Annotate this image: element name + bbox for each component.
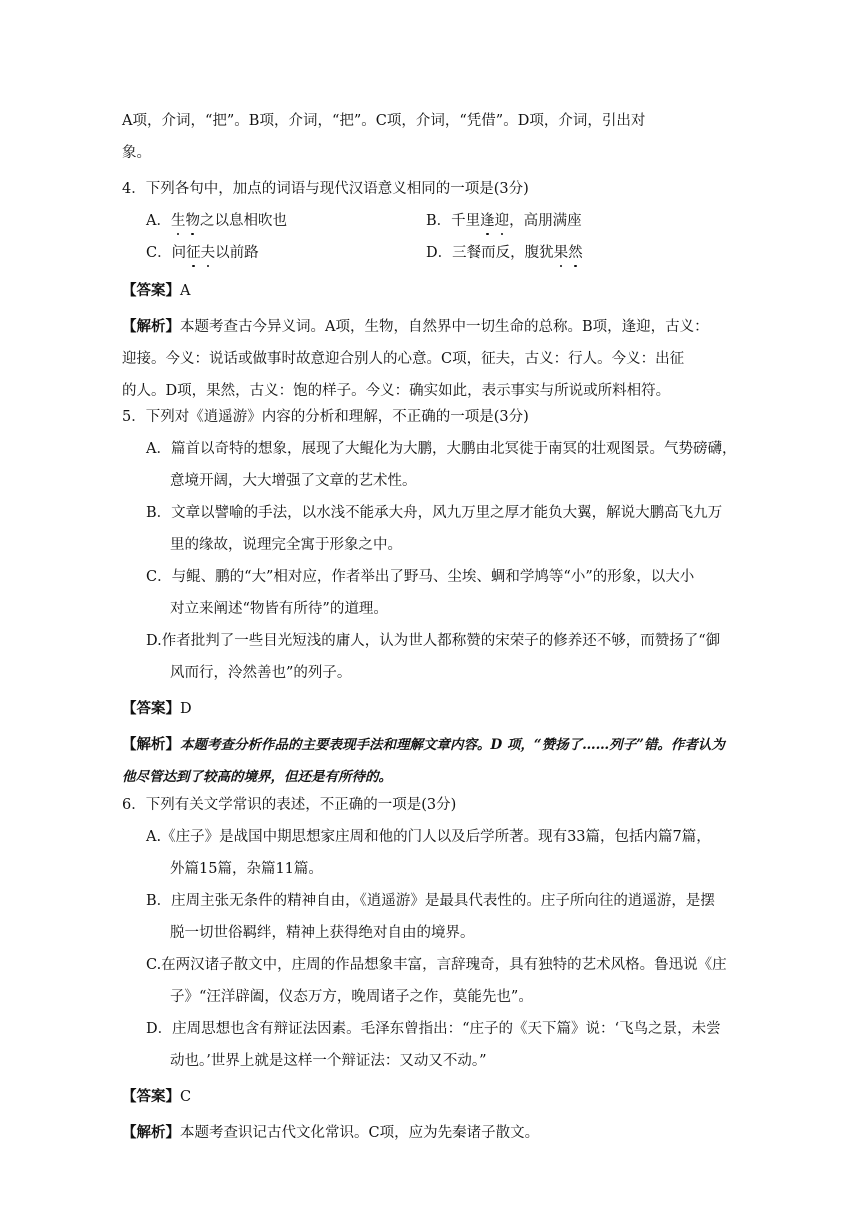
dotted-char: 夫 (200, 245, 216, 261)
question-4-stem: 4．下列各句中，加点的词语与现代汉语意义相同的一项是(3分) (122, 181, 529, 197)
dotted-char: 果 (553, 245, 569, 261)
option-text: 以前路 (215, 245, 259, 261)
text-line: 象。 (122, 145, 151, 161)
text-line: 子》“汪洋辟阖，仪态万方，晚周诸子之作，莫能先也”。 (170, 989, 533, 1005)
q4-option-a (146, 212, 287, 230)
text-line: 对立来阐述“物皆有所待”的道理。 (170, 601, 388, 617)
option-label: B．千里 (426, 213, 481, 229)
analysis-text: 本题考查识记古代文化常识。C项，应为先秦诸子散文。 (180, 1125, 540, 1141)
question-6-stem: 6．下列有关文学常识的表述，不正确的一项是(3分) (122, 797, 457, 813)
text-line: 动也。’世界上就是这样一个辩证法：又动又不动。” (170, 1053, 487, 1069)
q4-option-b (426, 212, 582, 230)
analysis-label: 【解析】 (122, 318, 180, 335)
option-label: D．三餐而反，腹犹 (426, 245, 554, 261)
option-text: ，高朋满座 (509, 213, 582, 229)
analysis-label: 【解析】 (122, 736, 180, 753)
analysis-text: 本题考查分析作品的主要表现手法和理解文章内容。D 项，“赞扬了……列子”错。作者认为 (180, 737, 725, 753)
analysis-label: 【解析】 (122, 1124, 180, 1141)
analysis-5 (122, 736, 725, 754)
analysis-text: 本题考查古今异义词。A项，生物，自然界中一切生命的总称。B项，逢迎，古义： (180, 319, 709, 335)
text-line: 脱一切世俗羁绊，精神上获得绝对自由的境界。 (170, 925, 475, 941)
q6-option-b: B．庄周主张无条件的精神自由，《逍遥游》是最具代表性的。庄子所向往的逍遥游，是摆 (146, 893, 715, 909)
answer-label: 【答案】 (122, 700, 180, 717)
dotted-char: 物 (185, 213, 200, 229)
dotted-char: 迎 (494, 213, 510, 229)
analysis-6 (122, 1124, 539, 1142)
text-line: 的人。D项，果然，古义：饱的样子。今义：确实如此，表示事实与所说或所料相符。 (122, 383, 671, 399)
answer-label: 【答案】 (122, 1088, 180, 1105)
question-5-stem: 5．下列对《逍遥游》内容的分析和理解，不正确的一项是(3分) (122, 409, 529, 425)
option-label: A． (146, 213, 171, 229)
analysis-4 (122, 318, 709, 336)
answer-5 (122, 700, 192, 718)
dotted-char: 生 (170, 213, 186, 229)
q5-option-c: C．与鲲、鹏的“大”相对应，作者举出了野马、尘埃、蜩和学鸠等“小”的形象，以大小 (146, 569, 695, 585)
dotted-char: 逢 (480, 213, 495, 229)
q4-option-d (426, 244, 583, 262)
dotted-char: 征 (186, 245, 201, 261)
text-line: 里的缘故，说理完全寓于形象之中。 (170, 537, 402, 553)
text-line: 意境开阔，大大增强了文章的艺术性。 (170, 473, 417, 489)
q6-option-a: A.《庄子》是战国中期思想家庄周和他的门人以及后学所著。现有33篇，包括内篇7篇， (146, 829, 711, 845)
option-label: C．问 (146, 245, 187, 261)
option-text: 之以息相吹也 (199, 213, 287, 229)
answer-6 (122, 1088, 191, 1106)
q6-option-c: C.在两汉诸子散文中，庄周的作品想象丰富，言辞瑰奇，具有独特的艺术风格。鲁迅说《庄 (146, 957, 727, 973)
answer-value: A (180, 283, 191, 299)
text-line: 迎接。今义：说话或做事时故意迎合别人的心意。C项，征夫，古义：行人。今义：出征 (122, 351, 685, 367)
q5-option-d: D.作者批判了一些目光短浅的庸人，认为世人都称赞的宋荣子的修养还不够，而赞扬了“御 (146, 633, 721, 649)
answer-label: 【答案】 (122, 282, 180, 299)
q5-option-a: A．篇首以奇特的想象，展现了大鲲化为大鹏，大鹏由北冥徙于南冥的壮观图景。气势磅礴， (146, 441, 737, 457)
text-line: 外篇15篇，杂篇11篇。 (170, 861, 323, 877)
text-line: 他尽管达到了较高的境界，但还是有所待的。 (122, 769, 392, 785)
answer-4 (122, 282, 190, 300)
answer-value: C (180, 1089, 192, 1105)
text-line: 风而行，泠然善也”的列子。 (170, 665, 352, 681)
q4-option-c (146, 244, 259, 262)
dotted-char: 然 (568, 245, 583, 261)
q5-option-b: B．文章以譬喻的手法，以水浅不能承大舟，风九万里之厚才能负大翼，解说大鹏高飞九万 (146, 505, 723, 521)
q6-option-d: D．庄周思想也含有辩证法因素。毛泽东曾指出：“庄子的《天下篇》说：‘飞鸟之景，未尝 (146, 1021, 721, 1037)
answer-value: D (180, 701, 192, 717)
text-line: A项，介词，“把”。B项，介词，“把”。C项，介词，“凭借”。D项，介词，引出对 (122, 113, 646, 129)
